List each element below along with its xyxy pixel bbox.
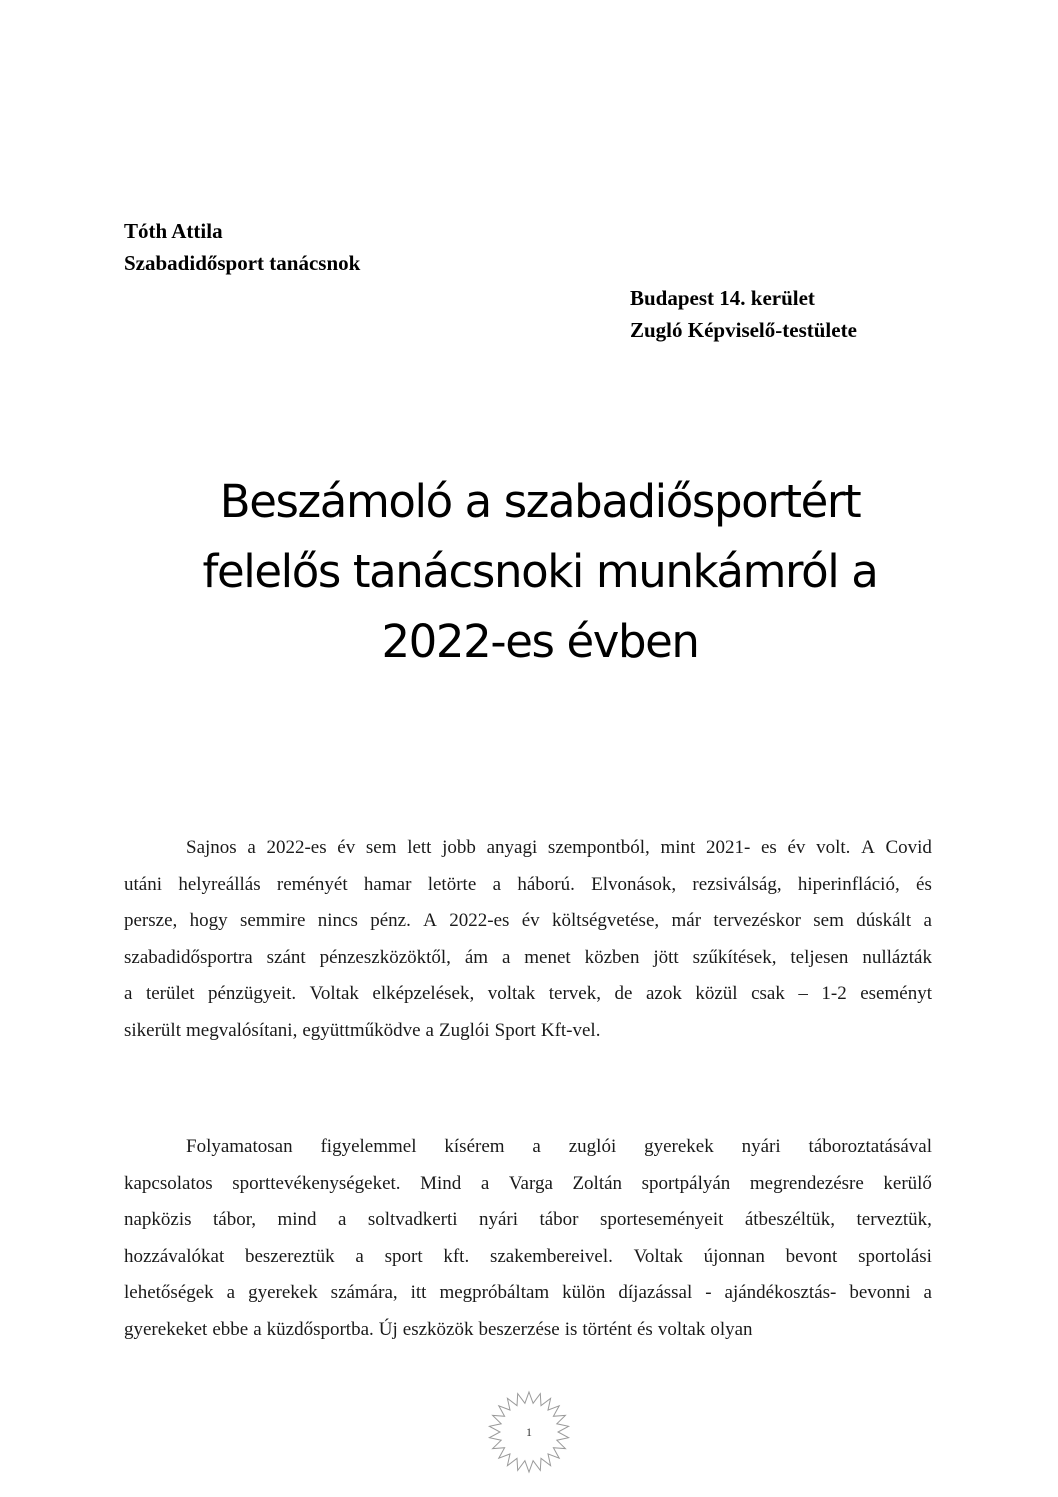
author-title: Szabadidősport tanácsnok — [124, 251, 361, 275]
body-paragraph — [124, 830, 932, 1049]
author-name: Tóth Attila — [124, 219, 223, 243]
paragraph-line: utáni helyreállás reményét hamar letörte a háború. Elvonások, rezsiválság, hiperinfláció, és — [124, 873, 932, 895]
title-line: felelős tanácsnoki munkámról a — [202, 545, 878, 598]
document-title — [100, 467, 980, 677]
page-number: 1 — [526, 1425, 532, 1439]
recipient-address-line-2: Zugló Képviselő-testülete — [630, 318, 857, 342]
paragraph-line: hozzávalókat beszereztük a sport kft. szakembereivel. Voltak újonnan bevont sportolási — [124, 1245, 932, 1267]
recipient-address-line-1: Budapest 14. kerület — [630, 286, 815, 310]
paragraph-line: szabadidősportra szánt pénzeszközöktől, ám a menet közben jött szűkítések, teljesen nullázták — [124, 946, 932, 968]
paragraph-line: kapcsolatos sporttevékenységeket. Mind a Varga Zoltán sportpályán megrendezésre kerülő — [124, 1172, 932, 1194]
title-line: Beszámoló a szabadiősportért — [219, 475, 861, 528]
paragraph-line: sikerült megvalósítani, együttműködve a Zuglói Sport Kft-vel. — [124, 1019, 601, 1041]
page-number-badge — [486, 1389, 572, 1475]
paragraph-line: gyerekeket ebbe a küzdősportba. Új eszközök beszerzése is történt és voltak olyan — [124, 1318, 753, 1340]
body-paragraph — [124, 1129, 932, 1348]
paragraph-line: lehetőségek a gyerekek számára, itt megpróbáltam külön díjazással - ajándékosztás- bevonni a — [124, 1282, 932, 1303]
paragraph-line: persze, hogy semmire nincs pénz. A 2022-es év költségvetése, már tervezéskor sem dúskált a — [124, 910, 932, 931]
paragraph-line: Sajnos a 2022-es év sem lett jobb anyagi szempontból, mint 2021- es év volt. A Covid — [186, 837, 932, 858]
paragraph-line: napközis tábor, mind a soltvadkerti nyári tábor sporteseményeit átbeszéltük, terveztük, — [124, 1209, 932, 1230]
paragraph-line: a terület pénzügyeit. Voltak elképzelések, voltak tervek, de azok közül csak – 1-2 eseményt — [124, 983, 932, 1004]
title-line: 2022-es évben — [381, 615, 699, 668]
paragraph-line: Folyamatosan figyelemmel kísérem a zuglói gyerekek nyári táboroztatásával — [186, 1136, 932, 1157]
